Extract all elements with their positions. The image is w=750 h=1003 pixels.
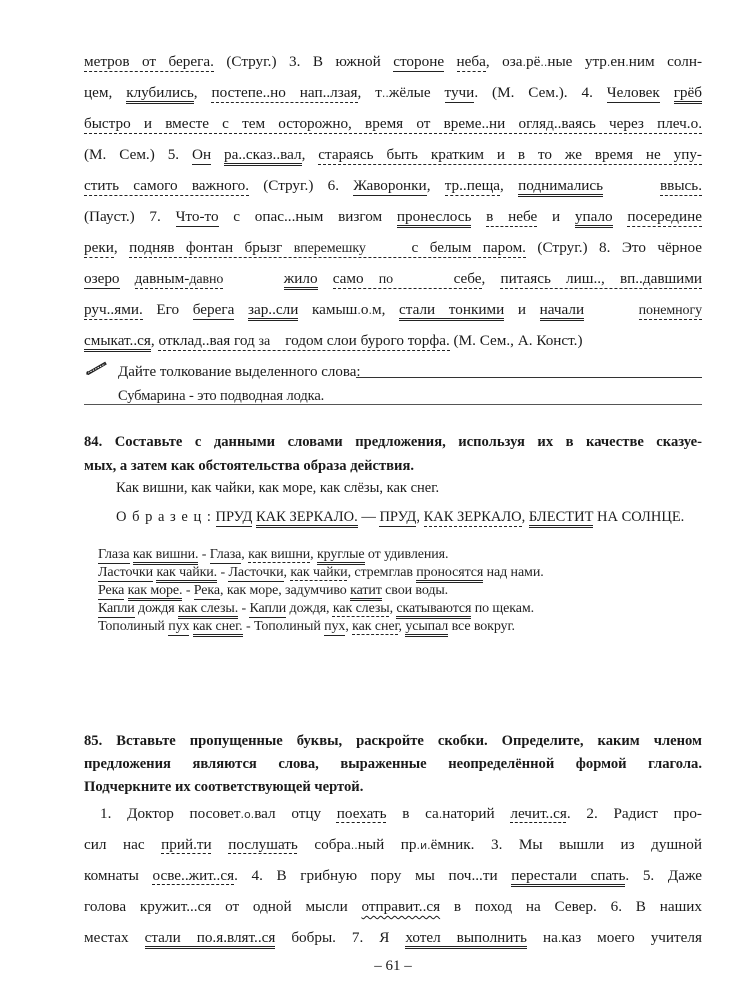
ex85-line-3: комнаты осве..жит..ся. 4. В грибную пору мы поч...ти перестали спать. 5. Даже [84,866,702,886]
page-number: – 61 – [374,958,412,974]
ex85-instruction-line-3: Подчеркните их соответствующей чертой. [84,779,364,795]
ex85-line-4: голова кружит...ся от одной мысли отправит..ся в поход на Север. 6. В наших [84,898,702,915]
ex83-line-9: руч..ями. Его берега зар..сли камыш.о.м, стали тонкими и начали понемногу [84,300,702,321]
ex83-line-7: реки, подняв фонтан брызг вперемешку с белым паром. (Струг.) 8. Это чёрное [84,239,702,256]
answer-line-2 [84,404,702,405]
ex83-line-4: (М. Сем.) 5. Он ра..сказ..вал, стараясь быть кратким и в то же время не упу- [84,145,702,165]
ex85-instruction-line-2: предложения являются слова, выраженные неопределённой формой глагола. [84,756,702,772]
answer-line-1 [356,377,702,378]
ex84-sample: О б р а з е ц : ПРУД КАК ЗЕРКАЛО. — ПРУД, КАК ЗЕРКАЛО, БЛЕСТИТ НА СОЛНЦЕ. [116,507,684,527]
task-prompt: Дайте толкование выделенного слова: [118,364,361,380]
ex84-answer-4[interactable]: Капли дождя как слезы. - Капли дождя, как слезы, скатываются по щекам. [98,599,534,619]
ex83-line-6: (Пауст.) 7. Что-то с опас...ным визгом пронеслось в небе и упало посередине [84,207,702,227]
ex84-given-words: Как вишни, как чайки, как море, как слёзы, как снег. [116,480,440,496]
ex83-line-3: быстро и вместе с тем осторожно, время от време..ни огляд..ваясь через плеч.о. [84,115,702,132]
ex85-instruction-line-1: 85. Вставьте пропущенные буквы, раскройте скобки. Определите, каким членом [84,733,702,749]
ex84-answer-1[interactable]: Глаза как вишни. - Глаза, как вишни, круглые от удивления. [98,545,448,565]
ex85-line-5: местах стали по.я.влят..ся бобры. 7. Я хотел выполнить на.каз моего учителя [84,928,702,949]
ex83-line-2: цем, клубились, постепе..но нап..лзая, т..жёлые тучи. (М. Сем.). 4. Человек грёб [84,83,702,104]
ex85-line-2: сил нас прий.ти послушать собра..ный пр.и.ёмник. 3. Мы вышли из душной [84,836,703,853]
ex83-line-5: стить самого важного. (Струг.) 6. Жаворонки, тр..пеща, поднимались ввысь. [84,176,702,196]
ex85-line-1: 1. Доктор посовет.о.вал отцу поехать в са.наторий лечит..ся. 2. Радист про- [100,805,702,822]
ex83-line-8: озеро давным-давно жило само по себе, питаясь лиш.., вп..давшими [84,269,702,290]
sample-label: О б р а з е ц : [116,509,212,525]
ex83-line-10: смыкат..ся, отклад..вая год за годом слои бурого торфа. (М. Сем., А. Конст.) [84,331,702,352]
pencil-icon [86,361,108,375]
ex83-line-1: метров от берега. (Струг.) 3. В южной стороне неба, оза.рё..ные утр.ен.ним солн- [84,53,703,70]
ex84-instruction-line-1: 84. Составьте с данными словами предложения, используя их в качестве сказуе- [84,434,702,450]
ex84-answer-2[interactable]: Ласточки как чайки. - Ласточки, как чайки, стремглав проносятся над нами. [98,563,544,583]
ex84-answer-5[interactable]: Тополиный пух как снег. - Тополиный пух, как снег, усыпал все вокруг. [98,617,515,637]
task-answer[interactable]: Субмарина - это подводная лодка. [118,388,325,404]
ex84-answer-3[interactable]: Река как море. - Река, как море, задумчиво катит свои воды. [98,581,448,601]
ex84-instruction-line-2: мых, а затем как обстоятельства образа действия. [84,458,414,474]
